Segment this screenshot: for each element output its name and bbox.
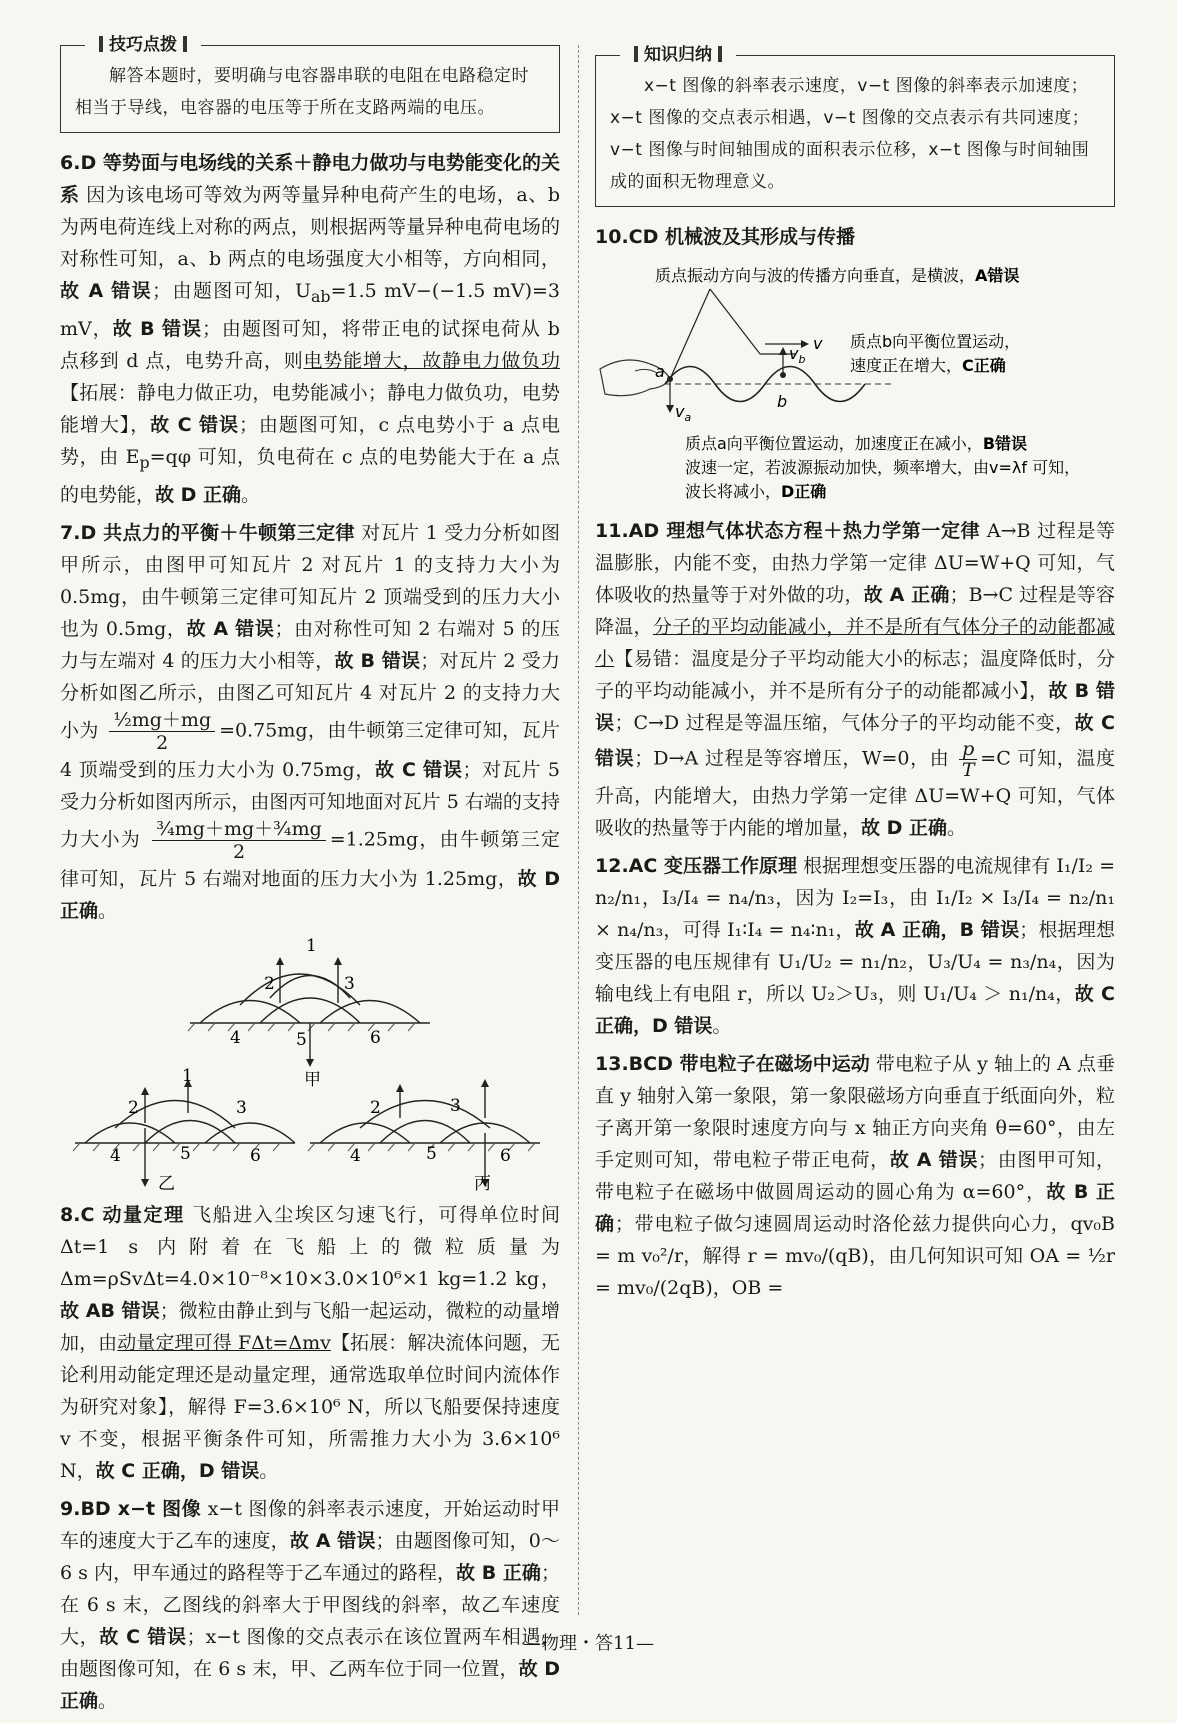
answer-6-heading: 6.D 等势面与电场线的关系＋静电力做功与电势能变化的关系 <box>60 152 560 206</box>
tile-force-diagram <box>70 933 550 1193</box>
verdict: 故 A 错误 <box>186 617 275 640</box>
svg-text:1: 1 <box>306 935 317 956</box>
svg-text:速度正在增大，C正确: 速度正在增大，C正确 <box>850 356 1006 375</box>
svg-text:2: 2 <box>128 1097 139 1118</box>
verdict: 故 C 错误 <box>375 758 463 781</box>
verdict: 故 A 错误 <box>889 1149 979 1171</box>
answer-9-heading: 9.BD x−t 图像 <box>60 1497 202 1520</box>
skill-tip-text: 解答本题时，要明确与电容器串联的电阻在电路稳定时相当于导线，电容器的电压等于所在支路两端的电压。 <box>75 66 529 118</box>
page-footer: —物理・答11— <box>523 1633 654 1654</box>
verdict: 故 D 正确 <box>60 867 560 922</box>
fraction-1: $\frac{\text{½mg＋mg}}{2}$ <box>109 709 215 754</box>
svg-text:2: 2 <box>264 973 275 994</box>
verdict: 故 A 错误 <box>289 1529 376 1552</box>
verdict: 故 C 正确，D 错误 <box>595 983 1115 1037</box>
svg-text:甲: 甲 <box>304 1069 321 1090</box>
verdict: 故 D 正确 <box>60 1657 560 1712</box>
answer-13: 13.BCD 带电粒子在磁场中运动 带电粒子从 y 轴上的 A 点垂直 y 轴射入第一象限，第一象限磁场方向垂直于纸面向外，粒子离开第一象限时速度方向与 x 轴正方向夹角 θ=60°，由左手定则可知，带电粒子带正电荷，故 A 错误；由图甲可知，带电粒子在磁场中做圆周运动的圆心角为 α=60°，故 B 正确；带电粒子做匀速圆周运动时洛伦兹力提供向心力，qv₀B = m v₀²/r，解得 r = mv₀/(qB)，由几何知识可知 OA = ½r = mv₀/(2qB)，OB = <box>595 1053 1116 1299</box>
figure-yi <box>73 1066 295 1193</box>
svg-text:3: 3 <box>236 1097 247 1118</box>
svg-text:a: a <box>655 362 665 381</box>
verdict: 故 A 错误 <box>60 280 153 302</box>
knowledge-tip-title: 知识归纳 <box>620 44 736 66</box>
svg-text:va: $v_a$ <box>675 402 692 424</box>
svg-text:2: 2 <box>370 1097 381 1118</box>
fraction-p-over-t: $\frac{p}{T}$ <box>959 739 977 780</box>
underlined-key-point: 动量定理可得 FΔt=Δmv <box>117 1331 331 1354</box>
knowledge-tip-text: x−t 图像的斜率表示速度，v−t 图像的斜率表示加速度；x−t 图像的交点表示相遇，v−t 图像的交点表示有共同速度；v−t 图像与时间轴围成的面积表示位移，x−t 图像与时间轴围成的面积无物理意义。 <box>610 76 1090 192</box>
verdict: 故 B 正确 <box>595 1181 1116 1235</box>
left-column <box>60 35 561 1723</box>
verdict: 故 C 错误 <box>99 1625 187 1648</box>
verdict: 故 B 错误 <box>595 680 1115 734</box>
svg-text:波长将减小，D正确: 波长将减小，D正确 <box>685 482 827 501</box>
verdict: 故 D 正确 <box>155 483 242 506</box>
svg-text:质点振动方向与波的传播方向垂直，是横波，A错误: 质点振动方向与波的传播方向垂直，是横波，A错误 <box>655 266 1020 285</box>
svg-text:波速一定，若波源振动加快，频率增大，由v=λf 可知，: 波速一定，若波源振动加快，频率增大，由v=λf 可知， <box>685 458 1081 477</box>
svg-text:丙: 丙 <box>474 1173 491 1193</box>
svg-text:vb: $v_b$ <box>789 344 806 366</box>
fraction-2: $\frac{\text{¾mg＋mg＋¾mg}}{2}$ <box>152 818 325 863</box>
answer-7: 7.D 共点力的平衡＋牛顿第三定律 对瓦片 1 受力分析如图甲所示，由图甲可知瓦片 2 对瓦片 1 的支持力大小为 0.5mg，由牛顿第三定律可知瓦片 2 顶端受到的压力大小也为 0.5mg，故 A 错误；由对称性可知 2 右端对 5 的压力与左端对 4 的压力大小相等，故 B 错误；对瓦片 2 受力分析如图乙所示，由图乙可知瓦片 4 对瓦片 2 的支持力大小为 $\frac{\text{½mg＋mg}}{2}$ =0.75mg，由牛顿第三定律可知，瓦片 4 顶端受到的压力大小为 0.75mg，故 C 错误；对瓦片 5 受力分析如图丙所示，由图丙可知地面对瓦片 5 右端的支持力大小为 $\frac{\text{¾mg＋mg＋¾mg}}{2}$ =1.25mg，由牛顿第三定律可知，瓦片 5 右端对地面的压力大小为 1.25mg，故 D 正确。 <box>60 521 561 922</box>
svg-text:b: b <box>777 392 788 411</box>
verdict: 故 C 错误 <box>595 712 1115 770</box>
verdict: 故 C 正确，D 错误 <box>95 1459 260 1482</box>
underlined-key-point: 电势能增大，故静电力做负功 <box>303 349 560 372</box>
svg-text:3: 3 <box>450 1095 461 1116</box>
svg-text:3: 3 <box>344 973 355 994</box>
answer-10-heading: 10.CD 机械波及其形成与传播 <box>595 226 855 248</box>
verdict: 故 B 正确 <box>456 1561 541 1584</box>
svg-text:6: 6 <box>500 1145 511 1166</box>
column-divider <box>578 45 579 1615</box>
answer-9-start: 9.BD x−t 图像 x−t 图像的斜率表示速度，开始运动时甲车的速度大于乙车的速度，故 A 错误；由题图像可知，0～6 s 内，甲车通过的路程等于乙车通过的路程，故 B 正确；在 6 s 末，乙图线的斜率大于甲图线的斜率，故乙车速度大，故 C 错误；x−t 图像的交点表示在该位置两车相遇，由题图像可知，在 6 s 末，甲、乙两车位于同一位置，故 D 正确。 <box>60 1497 561 1712</box>
svg-text:4: 4 <box>230 1027 241 1048</box>
answer-12: 12.AC 变压器工作原理 根据理想变压器的电流规律有 I₁/I₂ = n₂/n₁，I₃/I₄ = n₄/n₃，因为 I₂=I₃，由 I₁/I₂ × I₃/I₄ = n₂/n₁ × n₄/n₃，可得 I₁∶I₄ = n₄∶n₁，故 A 正确，B 错误；根据理想变压器的电压规律有 U₁/U₂ = n₁/n₂，U₃/U₄ = n₃/n₄，因为输电线上有电阻 r，所以 U₂＞U₃，则 U₁/U₄ ＞ n₁/n₄，故 C 正确，D 错误。 <box>595 855 1115 1037</box>
answer-10-heading-line <box>595 221 1115 253</box>
underlined-key-point: 分子的平均动能减小，并不是所有气体分子的动能都减小 <box>595 616 1115 670</box>
answer-11: 11.AD 理想气体状态方程＋热力学第一定律 A→B 过程是等温膨胀，内能不变，由热力学第一定律 ΔU=W+Q 可知，气体吸收的热量等于对外做的功，故 A 正确；B→C 过程是等容降温，分子的平均动能减小，并不是所有气体分子的动能都减小【易错：温度是分子平均动能大小的标志；温度降低时，分子的平均动能减小，并不是所有分子的动能都减小】，故 B 错误；C→D 过程是等温压缩，气体分子的平均动能不变，故 C 错误；D→A 过程是等容增压，W=0，由 $\frac{p}{T}$ =C 可知，温度升高，内能增大，由热力学第一定律 ΔU=W+Q 可知，气体吸收的热量等于内能的增加量，故 D 正确。 <box>595 520 1115 839</box>
svg-text:6: 6 <box>370 1027 381 1048</box>
answer-12-heading: 12.AC 变压器工作原理 <box>595 855 798 877</box>
verdict: 故 D 正确 <box>861 817 948 839</box>
svg-text:质点a向平衡位置运动，加速度正在减小，B错误: 质点a向平衡位置运动，加速度正在减小，B错误 <box>685 434 1028 453</box>
svg-text:5: 5 <box>426 1143 437 1164</box>
svg-text:4: 4 <box>110 1145 121 1166</box>
right-column <box>595 45 1115 1310</box>
answer-8-heading: 8.C 动量定理 <box>60 1203 185 1226</box>
answer-7-heading: 7.D 共点力的平衡＋牛顿第三定律 <box>60 521 355 544</box>
svg-text:4: 4 <box>350 1145 361 1166</box>
wave-diagram <box>595 259 1115 509</box>
answer-6: 6.D 等势面与电场线的关系＋静电力做功与电势能变化的关系 因为该电场可等效为两等量异种电荷产生的电场，a、b 为两电荷连线上对称的两点，则根据两等量异种电荷电场的对称性可知，a、b 两点的电场强度大小相等，方向相同，故 A 错误；由题图可知，$U_{ab}=1.5$ mV−(−1.5 mV)=3 mV，故 B 错误；由题图可知，将带正电的试探电荷从 b 点移到 d 点，电势升高，则电势能增大，故静电力做负功【拓展：静电力做正功，电势能减小；静电力做负功，电势能增大】，故 C 错误；由题图可知，c 点电势小于 a 点电势，由 $E_p=q\varphi$ 可知，负电荷在 c 点的电势能大于在 a 点的电势能，故 D 正确。 <box>60 152 560 506</box>
verdict: 故 B 错误 <box>112 317 202 340</box>
skill-tip-title: 技巧点拨 <box>85 34 201 56</box>
svg-text:质点b向平衡位置运动，: 质点b向平衡位置运动， <box>850 332 1021 351</box>
figure-jia <box>188 936 430 1090</box>
verdict: 故 A 正确，B 错误 <box>854 919 1020 941</box>
verdict: 故 AB 错误 <box>60 1299 160 1322</box>
svg-text:5: 5 <box>180 1143 191 1164</box>
svg-text:乙: 乙 <box>158 1173 175 1193</box>
svg-text:1: 1 <box>182 1065 193 1086</box>
verdict: 故 C 错误 <box>150 413 239 436</box>
answer-8: 8.C 动量定理 飞船进入尘埃区匀速飞行，可得单位时间 Δt=1 s 内附着在飞船上的微粒质量为 Δm=ρSvΔt=4.0×10⁻⁸×10×3.0×10⁶×1 kg=1.2 kg，故 AB 错误；微粒由静止到与飞船一起运动，微粒的动量增加，由动量定理可得 FΔt=Δmv【拓展：解决流体问题，无论利用动能定理还是动量定理，通常选取单位时间内流体作为研究对象】，解得 F=3.6×10⁶ N，所以飞船要保持速度 v 不变，根据平衡条件可知，所需推力大小为 3.6×10⁶ N，故 C 正确，D 错误。 <box>60 1203 560 1482</box>
answer-11-heading: 11.AD 理想气体状态方程＋热力学第一定律 <box>595 520 981 542</box>
verdict: 故 A 正确 <box>863 584 950 606</box>
figure-bing <box>308 1079 540 1193</box>
svg-text:5: 5 <box>296 1029 307 1050</box>
answer-13-heading: 13.BCD 带电粒子在磁场中运动 <box>595 1053 870 1075</box>
svg-text:6: 6 <box>250 1145 261 1166</box>
verdict: 故 B 错误 <box>334 649 421 672</box>
knowledge-tip-box <box>595 45 1115 207</box>
skill-tip-box <box>60 35 560 133</box>
svg-text:v: v <box>813 334 823 353</box>
